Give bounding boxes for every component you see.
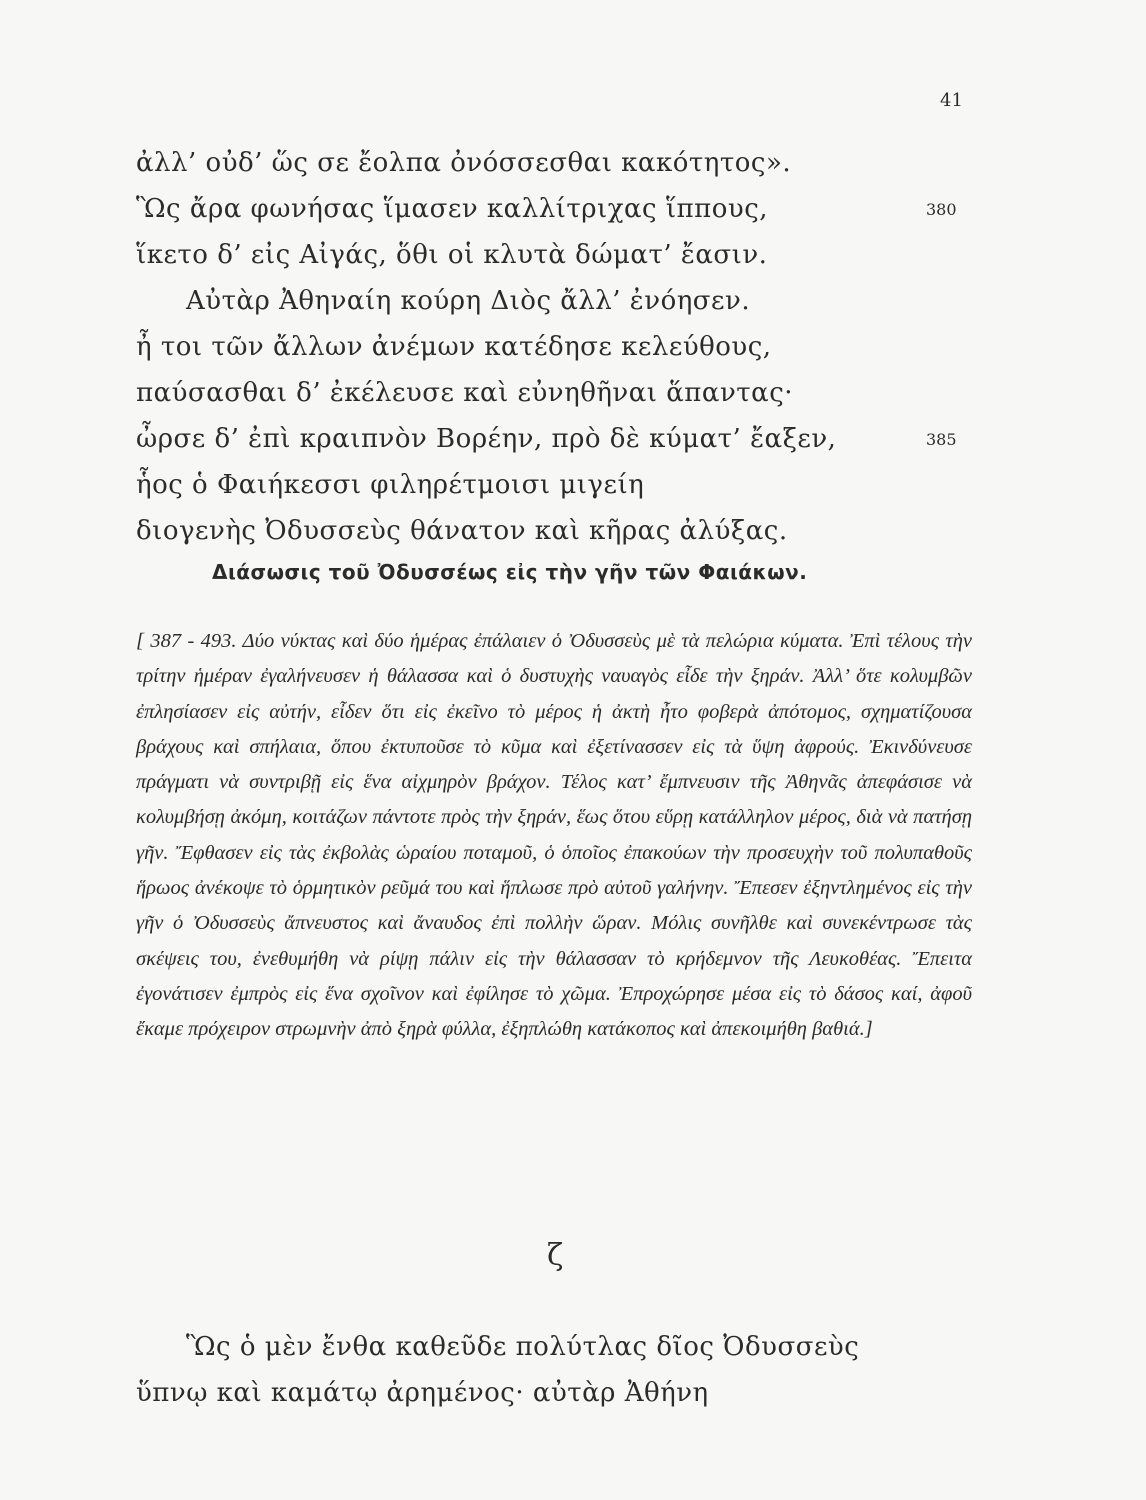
verse-line: Ὣς ὁ μὲν ἔνθα καθεῦδε πολύτλας δῖος Ὀδυσσεὺς — [186, 1332, 860, 1362]
verse-line: ἧος ὁ Φαιήκεσσι φιληρέτμοισι μιγείη — [136, 470, 645, 500]
verse-line: ὦρσε δ’ ἐπὶ κραιπνὸν Βορέην, πρὸ δὲ κύματ’ ἔαξεν, — [136, 424, 837, 454]
verse-line: ἵκετο δ’ εἰς Αἰγάς, ὅθι οἱ κλυτὰ δώματ’ ἔασιν. — [136, 240, 768, 270]
verse-line: Αὐτὰρ Ἀθηναίη κούρη Διὸς ἄλλ’ ἐνόησεν. — [186, 286, 751, 316]
book-letter: ζ — [547, 1238, 564, 1273]
summary-paragraph: [ 387 - 493. Δύο νύκτας καὶ δύο ἡμέρας ἐπάλαιεν ὁ Ὀδυσσεὺς μὲ τὰ πελώρια κύματα. Ἐπὶ τέλους τὴν τρίτην ἡμέραν ἐγαλήνευσεν ἡ θάλασσα καὶ ὁ δυστυχὴς ναυαγὸς εἶδε τὴν ξηράν. Ἀλλ’ ὅτε κολυμβῶν ἐπλησίασεν εἰς αὐτήν, εἶδεν ὅτι εἰς ἐκεῖνο τὸ μέρος ἡ ἀκτὴ ἦτο φοβερὰ ἀπότομος, σχηματίζουσα βράχους καὶ σπήλαια, ὅπου ἐκτυποῦσε τὸ κῦμα καὶ ἐξετίνασσεν εἰς τὰ ὕψη ἀφρούς. Ἐκινδύνευσε πράγματι νὰ συντριβῇ εἰς ἕνα αἰχμηρὸν βράχον. Τέλος κατ’ ἔμπνευσιν τῆς Ἀθηνᾶς ἀπεφάσισε νὰ κολυμβήσῃ ἀκόμη, κοιτάζων πάντοτε πρὸς τὴν ξηράν, ἕως ὅτου εὕρῃ κατάλληλον μέρος, διὰ νὰ πατήσῃ γῆν. Ἔφθασεν εἰς τὰς ἐκβολὰς ὡραίου ποταμοῦ, ὁ ὁποῖος ἐπακούων τὴν προσευχὴν τοῦ πολυπαθοῦς ἥρωος ἀνέκοψε τὸ ὁρμητικὸν ρεῦμά του καὶ ἥπλωσε πρὸ αὐτοῦ γαλήνην. Ἔπεσεν ἐξηντλημένος εἰς τὴν γῆν ὁ Ὀδυσσεὺς ἄπνευστος καὶ ἄναυδος ἐπὶ πολλὴν ὥραν. Μόλις συνῆλθε καὶ συνεκέντρωσε τὰς σκέψεις του, ἐνεθυμήθη νὰ ρίψῃ πάλιν εἰς τὴν θάλασσαν τὸ κρήδεμνον τῆς Λευκοθέας. Ἔπειτα ἐγονάτισεν ἐμπρὸς εἰς ἕνα σχοῖνον καὶ ἐφίλησε τὸ χῶμα. Ἐπροχώρησε μέσα εἰς τὸ δάσος καί, ἀφοῦ ἔκαμε πρόχειρον στρωμνὴν ἀπὸ ξηρὰ φύλλα, ἐξηπλώθη κατάκοπος καὶ ἀπεκοιμήθη βαθιά.] — [136, 630, 972, 1041]
section-heading: Διάσωσις τοῦ Ὀδυσσέως εἰς τὴν γῆν τῶν Φαιάκων. — [212, 560, 808, 584]
page-number: 41 — [940, 90, 963, 111]
verse-line: ἦ τοι τῶν ἄλλων ἀνέμων κατέδησε κελεύθους, — [136, 332, 772, 362]
verse-line: διογενὴς Ὀδυσσεὺς θάνατον καὶ κῆρας ἀλύξας. — [136, 516, 788, 546]
verse-line: ὕπνῳ καὶ καμάτῳ ἀρημένος· αὐτὰρ Ἀθήνη — [136, 1378, 709, 1408]
verse-line: ἀλλ’ οὐδ’ ὥς σε ἔολπα ὀνόσσεσθαι κακότητος». — [136, 148, 792, 178]
line-number: 385 — [926, 430, 957, 449]
verse-line: παύσασθαι δ’ ἐκέλευσε καὶ εὐνηθῆναι ἅπαντας· — [136, 378, 794, 408]
line-number: 380 — [926, 200, 957, 219]
verse-line: Ὣς ἄρα φωνήσας ἵμασεν καλλίτριχας ἵππους, — [136, 194, 769, 224]
